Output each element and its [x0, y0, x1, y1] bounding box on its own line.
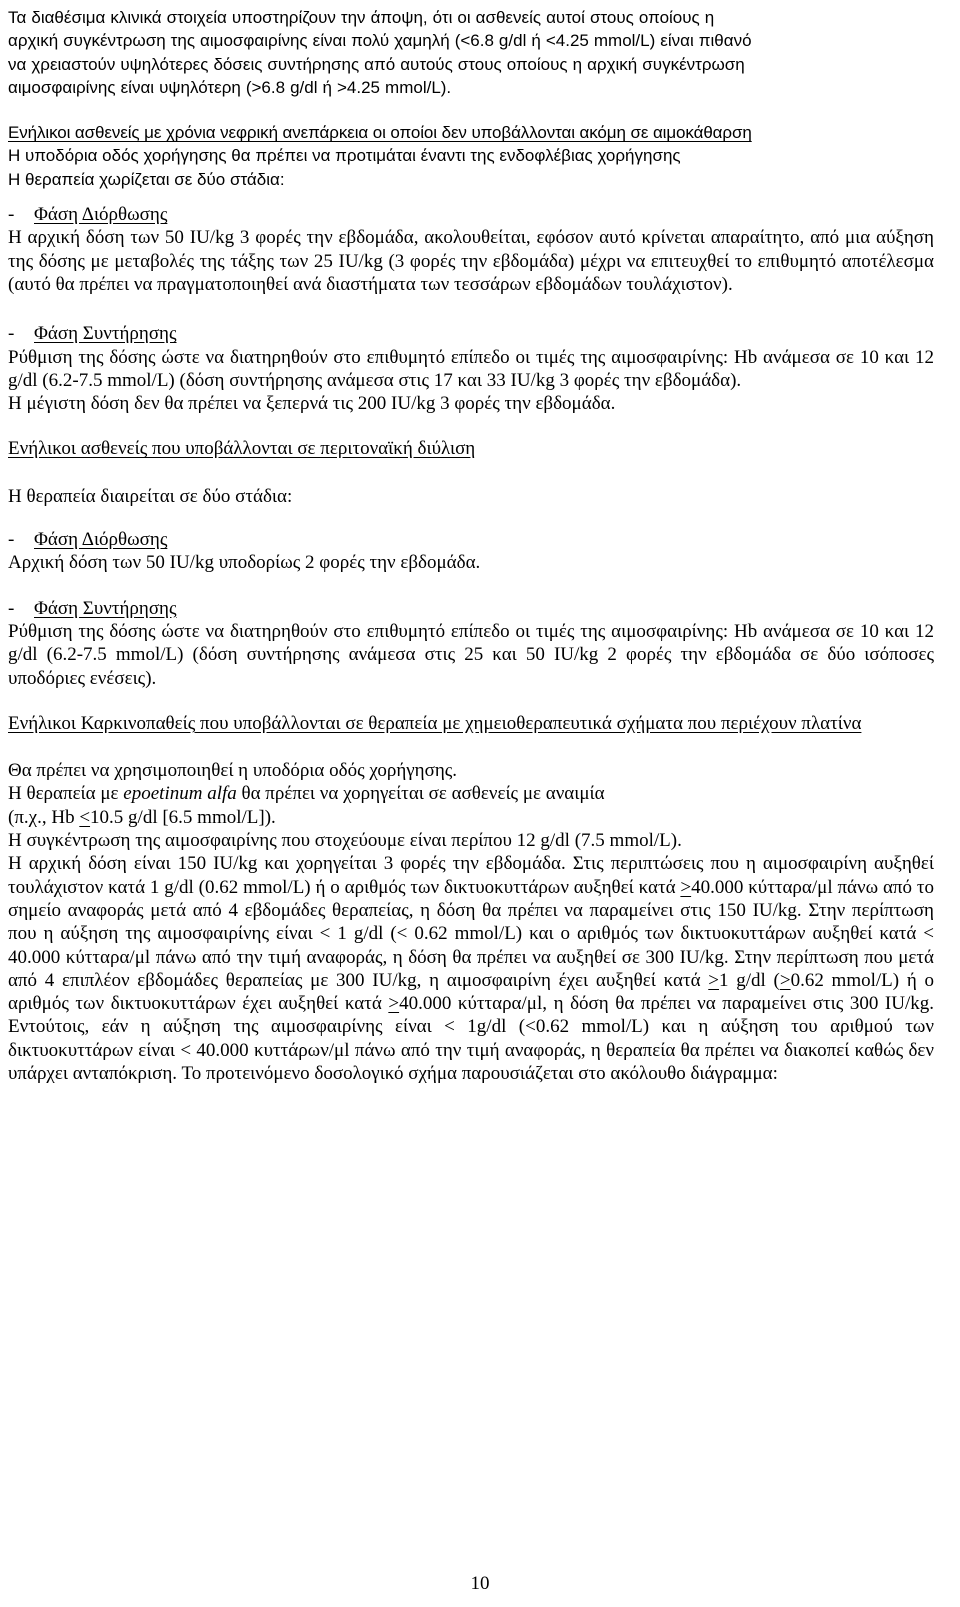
ckd-maintenance-title [8, 322, 934, 345]
onco-route: Θα πρέπει να χρησιμοποιηθεί η υποδόρια οδός χορήγησης. [8, 760, 458, 782]
intro-paragraph [8, 0, 934, 99]
text-fragment: 1 g/dl ( [718, 969, 780, 991]
ckd-route: Η υποδόρια οδός χορήγησης θα πρέπει να προτιμάται έναντι της ενδοφλέβιας χορήγησης [8, 146, 681, 166]
onco-section [8, 712, 934, 1085]
pd-heading: Ενήλικοι ασθενείς που υποβάλλονται σε περιτοναϊκή διύλιση [8, 438, 476, 460]
dash: - [8, 529, 15, 551]
onco-target: Η συγκέντρωση της αιμοσφαιρίνης που στοχεύουμε είναι περίπου 12 g/dl (7.5 mmol/L). [8, 830, 682, 852]
text-fragment: 40.000 κύτταρα/μl, η δόση θα πρέπει να παραμείνει στις 300 IU/kg. Εντούτοις, εάν η αύξηση της αιμοσφαιρίνης είναι < 1g/dl (<0.62 mmol/L) και η αύξηση του αριθμού των δικτυοκυττάρων είναι < 40.000 κυττάρων/μl πάνω από την τιμή αναφοράς, η θεραπεία θα πρέπει να διακοπεί καθώς δεν υπάρχει ανταπόκριση. Το προτεινόμενο δοσολογικό σχήμα παρουσιάζεται στο ακόλουθο διάγραμμα: [8, 993, 934, 1084]
intro-line: αρχική συγκέντρωση της αιμοσφαιρίνης είναι πολύ χαμηλή (<6.8 g/dl ή <4.25 mmol/L) είναι πιθανό [8, 31, 752, 51]
onco-anemia-hb [8, 806, 934, 829]
pd-stages: Η θεραπεία διαιρείται σε δύο στάδια: [8, 485, 293, 507]
onco-anemia [8, 782, 934, 805]
ckd-stages: Η θεραπεία χωρίζεται σε δύο στάδια: [8, 169, 285, 189]
text-fragment: Η θεραπεία με [8, 783, 124, 805]
drug-name: epoetinum alfa [123, 783, 237, 805]
intro-line: αιμοσφαιρίνης είναι υψηλότερη (>6.8 g/dl ή >4.25 mmol/L). [8, 77, 452, 97]
ckd-maintenance [8, 322, 934, 415]
maintenance-phase-title: Φάση Συντήρησης [34, 597, 177, 619]
text-fragment: (π.χ., Hb [8, 806, 80, 828]
dash: - [8, 597, 15, 619]
text-fragment: 0.62 mmol/L) ή ο αριθμός των δικτυοκυττάρων έχει αυξηθεί κατά [8, 969, 934, 1015]
intro-line: Τα διαθέσιμα κλινικά στοιχεία υποστηρίζουν την άποψη, ότι οι ασθενείς αυτοί στους οποίους η [8, 8, 715, 27]
onco-heading: Ενήλικοι Καρκινοπαθείς που υποβάλλονται σε θεραπεία με χημειοθεραπευτικά σχήματα που περιέχουν πλατίνα [8, 712, 862, 734]
dash: - [8, 204, 15, 226]
onco-dosing-paragraph [8, 852, 934, 1085]
pd-maintenance-text: Ρύθμιση της δόσης ώστε να διατηρηθούν στο επιθυμητό επίπεδο οι τιμές της αιμοσφαιρίνης: Hb ανάμεσα σε 10 και 12 g/dl (6.2-7.5 mmol/L) (δόση συντήρησης ανάμεσα στις 25 και 50 IU/kg 2 φορές την εβδομάδα σε δύο ισόποσες υποδόριες ενέσεις). [8, 620, 934, 689]
intro-line: να χρειαστούν υψηλότερες δόσεις συντήρησης από αυτούς στους οποίους η αρχική συγκέντρωση [8, 54, 745, 74]
ckd-maintenance-text: Ρύθμιση της δόσης ώστε να διατηρηθούν στο επιθυμητό επίπεδο οι τιμές της αιμοσφαιρίνης: Hb ανάμεσα σε 10 και 12 g/dl (6.2-7.5 mmol/L) (δόση συντήρησης ανάμεσα στις 17 και 33 IU/kg 3 φορές την εβδομάδα). [8, 346, 934, 391]
ckd-max-dose: Η μέγιστη δόση δεν θα πρέπει να ξεπερνά τις 200 IU/kg 3 φορές την εβδομάδα. [8, 393, 616, 415]
ckd-correction-title [8, 203, 934, 226]
text-fragment: Η αρχική δόση είναι 150 IU/kg και χορηγείται 3 φορές την εβδομάδα. Στις περιπτώσεις που η αιμοσφαιρίνη αυξηθεί τουλάχιστον κατά 1 g/dl (0.62 mmol/L) ή ο αριθμός των δικτυοκυττάρων αυξηθεί κατά [8, 853, 934, 898]
pd-maintenance-title [8, 597, 934, 620]
pd-correction-title [8, 528, 934, 551]
text-fragment: 40.000 κύτταρα/μl πάνω από το σημείο αναφοράς μετά από 4 εβδομάδες θεραπείας, η δόση θα πρέπει να παραμείνει στις 150 IU/kg. Στην περίπτωση που η αύξηση της αιμοσφαιρίνης είναι < 1 g/dl (< 0.62 mmol/L) και ο αριθμός των δικτυοκυττάρων αυξηθεί κατά < 40.000 κύτταρα/μl πάνω από την τιμή αναφοράς, η δόση θα πρέπει να αυξηθεί σε 300 IU/kg. Στην περίπτωση που μετά από 4 επιπλέον εβδομάδες θεραπείας με 300 IU/kg, η αιμοσφαιρίνη έχει αυξηθεί κατά [8, 876, 934, 991]
text-fragment: θα πρέπει να χορηγείται σε ασθενείς με αναιμία [236, 783, 605, 805]
maintenance-phase-title: Φάση Συντήρησης [34, 323, 177, 345]
text-fragment: 10.5 g/dl [6.5 mmol/L]). [90, 806, 276, 828]
correction-phase-title: Φάση Διόρθωσης [34, 204, 168, 226]
correction-phase-title: Φάση Διόρθωσης [34, 529, 168, 551]
ckd-correction-text: Η αρχική δόση των 50 IU/kg 3 φορές την εβδομάδα, ακολουθείται, εφόσον αυτό κρίνεται απαραίτητο, από μια αύξηση της δόσης με μεταβολές της τάξης των 25 IU/kg (3 φορές την εβδομάδα) μέχρι να επιτευχθεί το επιθυμητό αποτέλεσμα (αυτό θα πρέπει να πραγματοποιηθεί ανά διαστήματα των τεσσάρων εβδομάδων τουλάχιστον). [8, 227, 934, 295]
greater-equal-symbol: > [388, 993, 400, 1015]
greater-equal-symbol: > [779, 969, 791, 991]
pd-correction-text: Αρχική δόση των 50 IU/kg υποδορίως 2 φορές την εβδομάδα. [8, 552, 481, 574]
ckd-section [8, 121, 934, 191]
dash: - [8, 323, 15, 345]
pd-section [8, 437, 934, 689]
ckd-heading: Ενήλικοι ασθενείς με χρόνια νεφρική ανεπάρκεια οι οποίοι δεν υποβάλλονται ακόμη σε αιμοκάθαρση [8, 123, 752, 143]
ckd-correction [8, 203, 934, 296]
greater-equal-symbol: > [708, 969, 719, 991]
less-equal-symbol: < [79, 806, 91, 828]
page-number: 10 [470, 1573, 490, 1594]
greater-equal-symbol: > [680, 876, 692, 898]
